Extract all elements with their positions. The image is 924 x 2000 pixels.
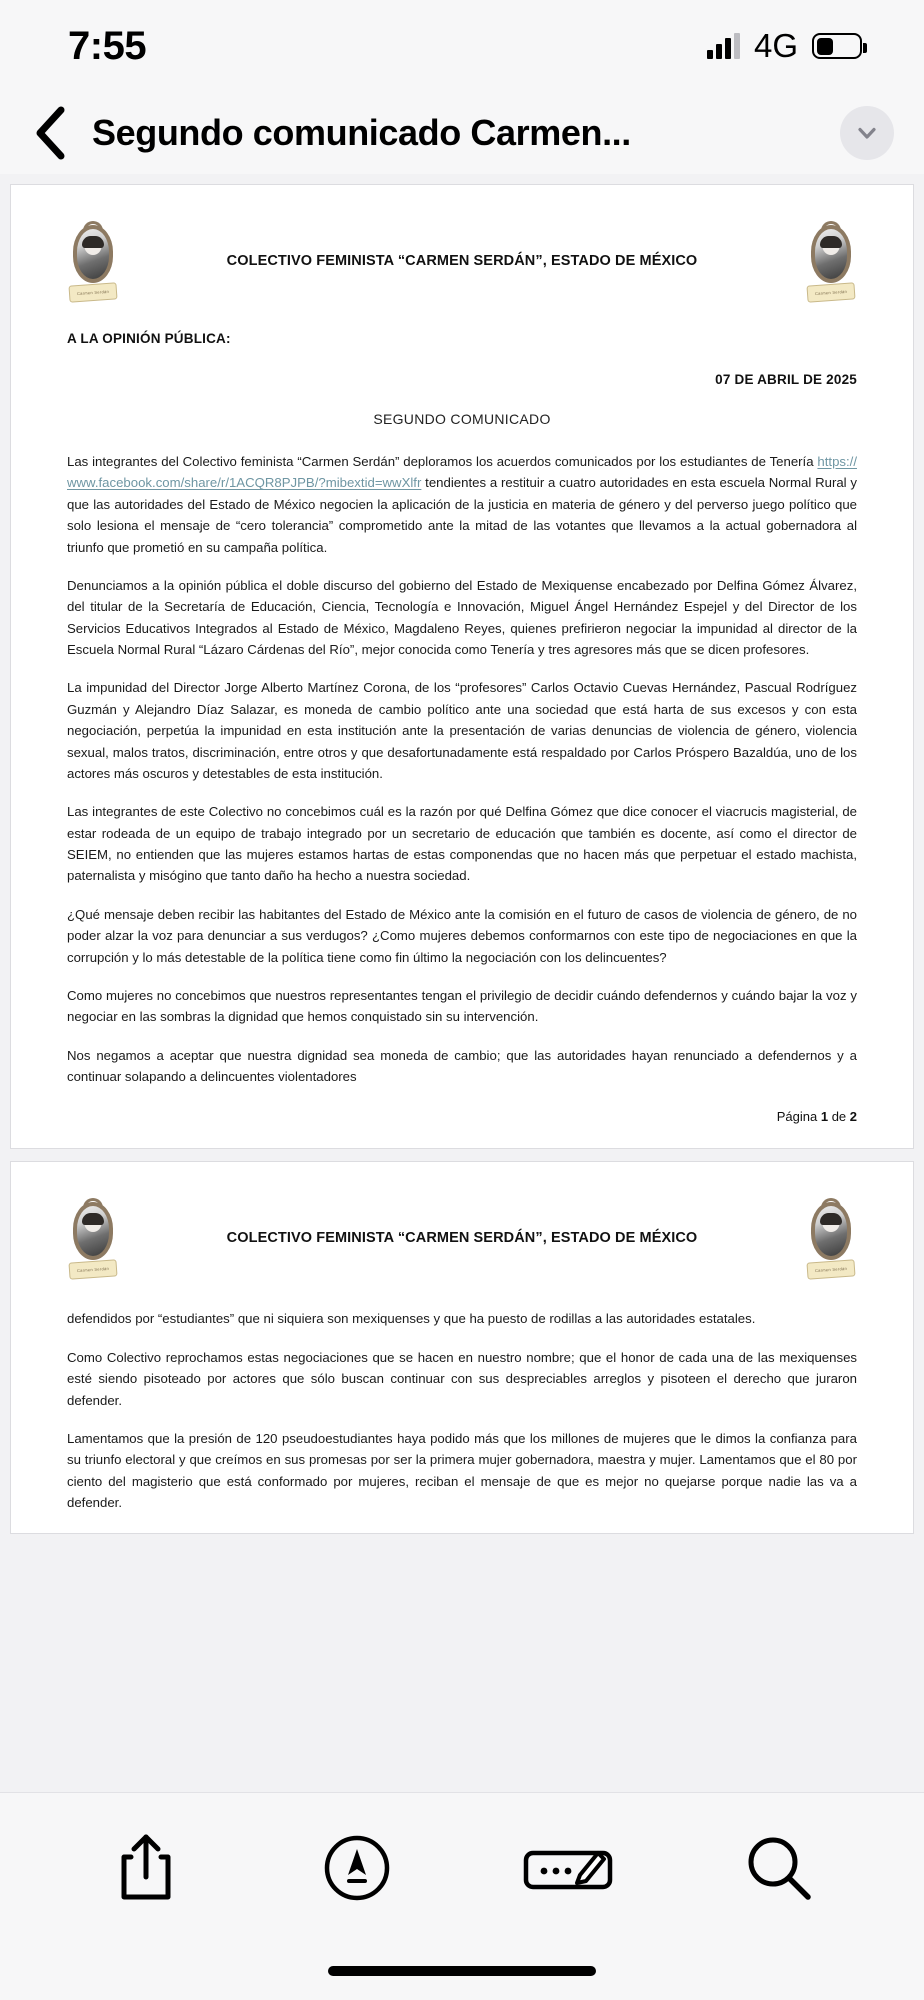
- letterhead: [67, 221, 857, 301]
- chevron-left-icon: [33, 106, 67, 160]
- signal-bars-icon: [707, 33, 740, 59]
- portrait-right-ribbon-label: Carmen Serdán: [814, 288, 848, 297]
- portrait-left-ribbon-label: Carmen Serdán: [76, 288, 110, 297]
- paragraph-7: Nos negamos a aceptar que nuestra dignidad sea moneda de cambio; que las autoridades hayan renunciado a defendernos y a continuar solapando a delincuentes violentadores: [67, 1047, 857, 1084]
- document-title: SEGUNDO COMUNICADO: [373, 411, 551, 427]
- network-type-label: 4G: [753, 27, 798, 64]
- paragraph-4: Las integrantes de este Colectivo no concebimos cuál es la razón por qué Delfina Gómez que dice conocer el viacrucis magisterial, de estar rodeada de un equipo de trabajo integrado por un secretario de educación que también es docente, así como el director de SEIEM, no entienden que las mujeres estamos hartas de estas componendas que no hacen más que perpetuar el estado machista, paternalista y misógino que tanto daño ha hecho a nuestra sociedad.: [67, 804, 857, 884]
- portrait-right-ribbon-label-p2: Carmen Serdán: [814, 1266, 848, 1274]
- document-page-2: [10, 1161, 914, 1534]
- portrait-left-ribbon-label-p2: Carmen Serdán: [76, 1266, 110, 1274]
- letterhead-title-page2: COLECTIVO FEMINISTA “CARMEN SERDÁN”, ESTADO DE MÉXICO: [226, 1230, 698, 1247]
- letterhead-title: COLECTIVO FEMINISTA “CARMEN SERDÁN”, ESTADO DE MÉXICO: [226, 253, 698, 269]
- carmen-serdan-portrait-left-icon: [67, 1198, 119, 1278]
- document-page-1: [10, 184, 914, 1149]
- carmen-serdan-portrait-right-icon: [805, 1198, 857, 1278]
- date-line: 07 DE ABRIL DE 2025: [715, 372, 857, 387]
- paragraph-1: [67, 451, 857, 558]
- share-icon: [115, 1832, 177, 1904]
- letterhead-page2: [67, 1198, 857, 1278]
- paragraph-3: La impunidad del Director Jorge Alberto Martínez Corona, de los “profesores” Carlos Octavio Cuevas Hernández, Pascual Rodríguez Guzmán y Alejandro Díaz Salazar, es moneda de cambio político ante una sociedad que está harta de sus excesos y con esta negociación, perpetúa la impunidad en esta institución ante la presentación de varias denuncias de violencia de género, violencia sexual, malos tratos, discriminación, entre otros y que desafortunadamente está respaldado por Carlos Próspero Bazaldúa, uno de los actores más oscuros y detestables de esta institución.: [67, 680, 857, 781]
- page-footer-middle: de: [828, 1109, 850, 1125]
- page-footer-total: 2: [849, 1109, 857, 1125]
- chevron-down-icon: [854, 120, 880, 146]
- page2-paragraph-3: Lamentamos que la presión de 120 pseudoestudiantes haya podido más que los millones de mujeres que le dimos la confianza para su triunfo electoral y que creímos en sus promesas por ser la primera mujer gobernadora, maestra y mujer. Lamentamos que el 80 por ciento del magisterio que está conformado por mujeres, reciban el mensaje de que es mejor no quejarse porque nadie las va a defender.: [67, 1430, 857, 1510]
- addressee-line: A LA OPINIÓN PÚBLICA:: [67, 331, 231, 346]
- page-footer-prefix: Página: [776, 1109, 821, 1125]
- expand-details-button[interactable]: [840, 106, 894, 160]
- search-button[interactable]: [731, 1820, 827, 1916]
- page-number-footer: [67, 1109, 857, 1128]
- document-scroll-view[interactable]: [0, 174, 924, 1792]
- home-indicator-area: [0, 1942, 924, 2000]
- share-button[interactable]: [98, 1820, 194, 1916]
- markup-button[interactable]: [309, 1820, 405, 1916]
- navigation-bar: [0, 92, 924, 174]
- battery-icon: [812, 33, 862, 59]
- annotate-button[interactable]: [520, 1820, 616, 1916]
- home-indicator[interactable]: [328, 1966, 596, 1976]
- carmen-serdan-portrait-left-icon: [67, 221, 119, 301]
- carmen-serdan-portrait-right-icon: [805, 221, 857, 301]
- page-footer-current: 1: [820, 1109, 829, 1125]
- bottom-toolbar: [0, 1792, 924, 1942]
- page2-paragraph-2: Como Colectivo reprochamos estas negociaciones que se hacen en nuestro nombre; que el honor de cada una de las mexiquenses esté siendo pisoteado por actores que sólo buscan continuar con sus despreciables arreglos y pisoteen el derecho que juraron defender.: [67, 1349, 857, 1408]
- markup-pen-icon: [322, 1833, 392, 1903]
- paragraph-2: Denunciamos a la opinión pública el doble discurso del gobierno del Estado de Mexiquense encabezado por Delfina Gómez Álvarez, del titular de la Secretaría de Educación, Ciencia, Tecnología e Innovación, Miguel Ángel Hernández Espejel y del Director de los Servicios Educativos Integrados al Estado de México, Magdaleno Reyes, quienes prefirieron negociar la impunidad al director de la Escuela Normal Rural “Lázaro Cárdenas del Río”, mejor conocida como Tenería y tres agresores más que se dicen profesores.: [67, 577, 857, 657]
- paragraph-5: ¿Qué mensaje deben recibir las habitantes del Estado de México ante la comisión en el futuro de casos de violencia de género, de no poder alzar la voz para denunciar a sus verdugos? ¿Como mujeres debemos conformarnos con este tipo de negociaciones en que la corrupción y lo más detestable de la política tiene como fin último la negociación con los delincuentes?: [67, 906, 857, 965]
- paragraph-1-post: tendientes a restituir a cuatro autoridades en esta escuela Normal Rural y que las autoridades del Estado de México negocien la aplicación de la justicia en materia de género y del perverso juego político que solo lesiona el mensaje de “cero tolerancia” comprometido ante la mitad de las votantes que llevamos a la actual gobernadora al triunfo que prometió en su campaña política.: [67, 475, 857, 555]
- status-time: 7:55: [68, 23, 147, 68]
- signature-icon: [522, 1839, 614, 1897]
- paragraph-6: Como mujeres no concebimos que nuestros representantes tengan el privilegio de decidir cuándo defendernos y cuándo bajar la voz y negociar en las sombras la dignidad que hemos conquistado sin su intervención.: [67, 987, 857, 1025]
- paragraph-1-pre: Las integrantes del Colectivo feminista “Carmen Serdán” deploramos los acuerdos comunicados por los estudiantes de Tenería: [67, 454, 818, 469]
- facebook-share-link[interactable]: https://www.facebook.com/share/r/1ACQR8PJPB/?mibextid=wwXlfr: [67, 454, 857, 491]
- page-title: Segundo comunicado Carmen...: [92, 112, 631, 153]
- back-button[interactable]: [22, 105, 78, 161]
- search-icon: [744, 1833, 814, 1903]
- status-indicators: [707, 27, 862, 65]
- page2-paragraph-1: defendidos por “estudiantes” que ni siquiera son mexiquenses y que ha puesto de rodillas a las autoridades estatales.: [67, 1311, 756, 1327]
- status-bar: [0, 0, 924, 92]
